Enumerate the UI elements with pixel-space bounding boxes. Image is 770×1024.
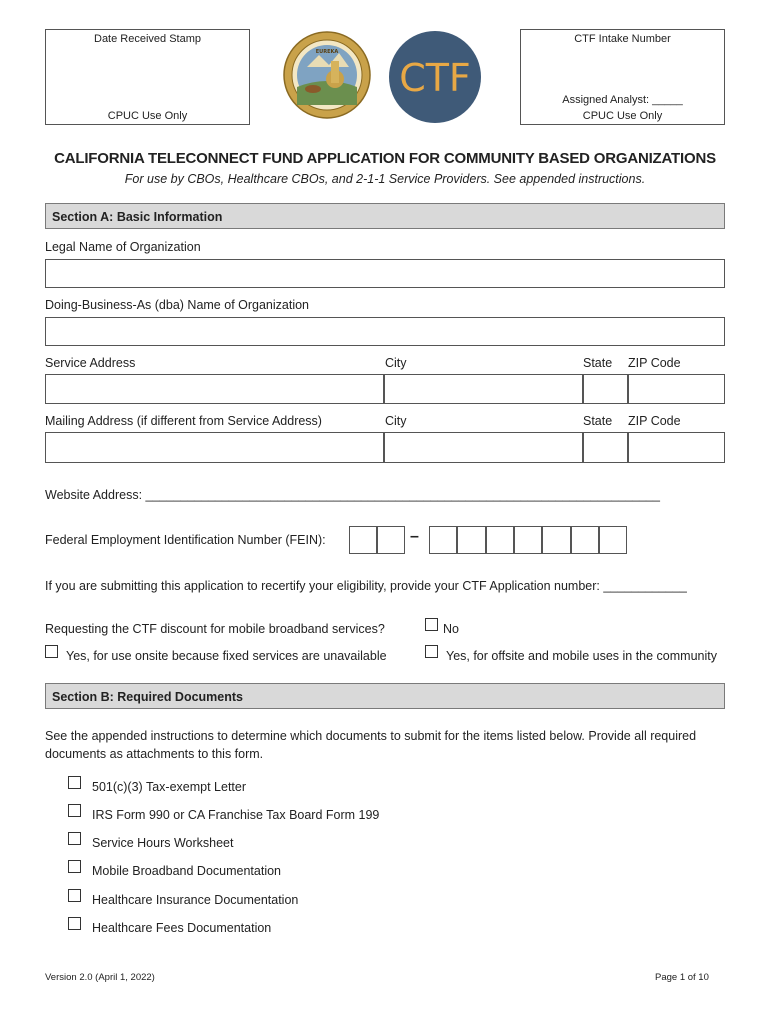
service-state-field[interactable] [583,374,628,404]
svg-text:CTF: CTF [399,56,471,100]
cpuc-use-only-left: CPUC Use Only [107,110,188,122]
service-address-field[interactable] [45,374,384,404]
ctf-intake-box [520,29,725,125]
ctf-intake-label: CTF Intake Number [574,33,671,45]
service-state-label: State [583,356,613,370]
doc-label-mobile-broadband: Mobile Broadband Documentation [92,864,282,878]
mailing-zip-field[interactable] [628,432,725,463]
cpuc-seal-logo [283,31,371,119]
doc-label-irs-990: IRS Form 990 or CA Franchise Tax Board Form 199 [92,808,380,822]
doc-label-service-hours: Service Hours Worksheet [92,836,234,850]
fein-label: Federal Employment Identification Number (FEIN): [45,533,326,547]
ctf-logo [389,31,481,123]
dba-field[interactable] [45,317,725,346]
no-checkbox[interactable] [425,618,438,631]
fein-digit-box[interactable] [377,526,405,554]
fein-digit-box[interactable] [349,526,377,554]
svg-text:EUREKA: EUREKA [315,49,339,55]
service-address-label: Service Address [45,356,136,370]
doc-label-healthcare-insurance: Healthcare Insurance Documentation [92,893,299,907]
footer-version: Version 2.0 (April 1, 2022) [45,972,155,983]
recertify-text[interactable]: If you are submitting this application to recertify your eligibility, provide your CTF Application number: ____________ [45,579,687,593]
doc-checkbox-healthcare-fees[interactable] [68,917,81,930]
doc-checkbox-irs-990[interactable] [68,804,81,817]
website-address-line[interactable]: Website Address: __________________________________________________________________________ [45,488,660,502]
doc-checkbox-mobile-broadband[interactable] [68,860,81,873]
doc-label-501c3: 501(c)(3) Tax-exempt Letter [92,780,246,794]
mailing-address-field[interactable] [45,432,384,463]
fein-digit-box[interactable] [542,526,571,554]
doc-checkbox-healthcare-insurance[interactable] [68,889,81,902]
fein-digit-box[interactable] [457,526,486,554]
page-title: CALIFORNIA TELECONNECT FUND APPLICATION FOR COMMUNITY BASED ORGANIZATIONS [54,150,716,167]
footer-page-number: Page 1 of 10 [655,972,709,983]
no-option-label: No [443,622,459,636]
assigned-analyst-label: Assigned Analyst: _____ [562,94,683,106]
section-b-header: Section B: Required Documents [45,683,725,709]
date-received-stamp-box [45,29,250,125]
mailing-address-label: Mailing Address (if different from Service Address) [45,414,322,428]
fein-dash: – [410,528,419,545]
fein-digit-box[interactable] [599,526,627,554]
fein-digit-box[interactable] [571,526,599,554]
page-subtitle: For use by CBOs, Healthcare CBOs, and 2-1-1 Service Providers. See appended instructions. [124,172,646,186]
section-a-header: Section A: Basic Information [45,203,725,229]
dba-label: Doing-Business-As (dba) Name of Organization [45,298,310,312]
service-zip-field[interactable] [628,374,725,404]
legal-name-field[interactable] [45,259,725,288]
fein-digit-box[interactable] [429,526,457,554]
mailing-city-field[interactable] [384,432,583,463]
fein-digit-box[interactable] [514,526,542,554]
mailing-zip-label: ZIP Code [628,414,681,428]
section-b-instructions: See the appended instructions to determine which documents to submit for the items listed below. Provide all required documents as attachments to this form. [45,729,697,761]
service-city-label: City [385,356,407,370]
yes-onsite-checkbox[interactable] [45,645,58,658]
doc-label-healthcare-fees: Healthcare Fees Documentation [92,921,272,935]
mailing-city-label: City [385,414,407,428]
mobile-broadband-question: Requesting the CTF discount for mobile broadband services? [45,622,385,636]
fein-digit-box[interactable] [486,526,514,554]
mailing-state-label: State [583,414,613,428]
yes-offsite-checkbox[interactable] [425,645,438,658]
doc-checkbox-service-hours[interactable] [68,832,81,845]
legal-name-label: Legal Name of Organization [45,240,201,254]
service-zip-label: ZIP Code [628,356,681,370]
date-received-stamp-label: Date Received Stamp [94,33,201,45]
yes-offsite-label: Yes, for offsite and mobile uses in the community [446,649,717,663]
yes-onsite-label: Yes, for use onsite because fixed services are unavailable [66,649,387,663]
doc-checkbox-501c3[interactable] [68,776,81,789]
cpuc-use-only-right: CPUC Use Only [582,110,663,122]
service-city-field[interactable] [384,374,583,404]
mailing-state-field[interactable] [583,432,628,463]
